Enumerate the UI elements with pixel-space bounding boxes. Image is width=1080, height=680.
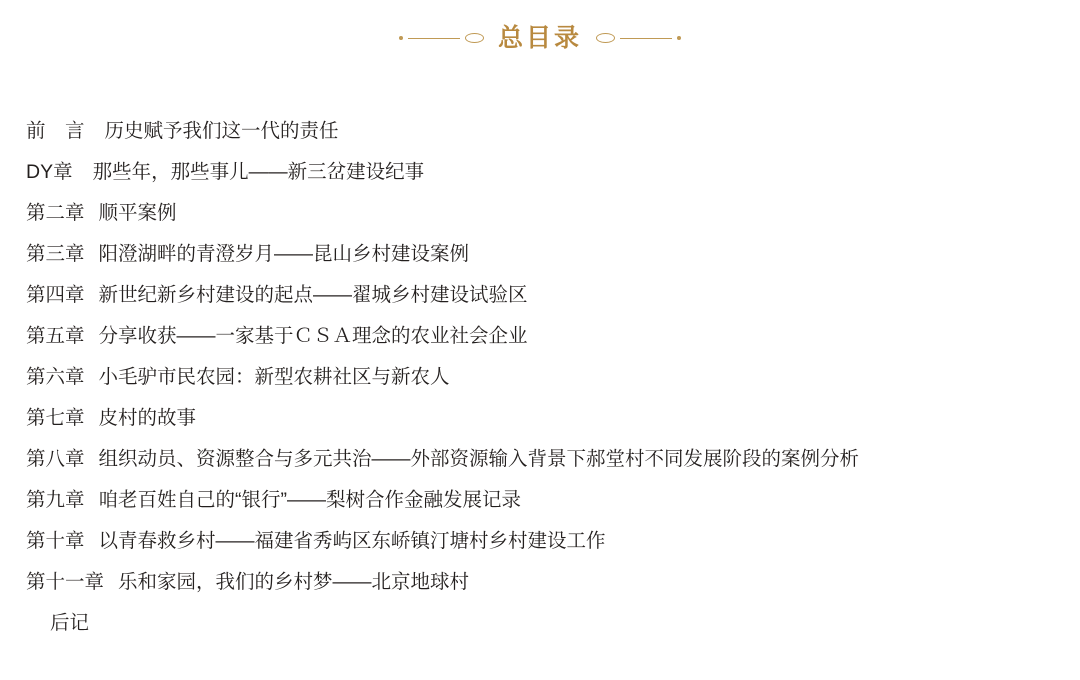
toc-entry-label: 第八章 <box>26 448 85 470</box>
toc-entry-label: 第五章 <box>26 325 85 347</box>
toc-entry[interactable] <box>26 204 1060 245</box>
toc-entry[interactable] <box>26 163 1060 204</box>
ornament-left-icon <box>399 33 484 43</box>
page-title: 总目录 <box>497 23 582 52</box>
toc-entry-title: 皮村的故事 <box>98 407 197 429</box>
toc-entry-label: 第九章 <box>26 489 85 511</box>
toc-entry[interactable] <box>26 614 1060 655</box>
toc-entry[interactable] <box>26 286 1060 327</box>
toc-entry-title: 组织动员、资源整合与多元共治——外部资源输入背景下郝堂村不同发展阶段的案例分析 <box>98 448 860 470</box>
toc-entry-label: 第十一章 <box>26 571 105 593</box>
toc-entry-title: 乐和家园，我们的乡村梦——北京地球村 <box>118 571 470 593</box>
toc-entry-title: 历史赋予我们这一代的责任 <box>104 120 339 142</box>
toc-entry[interactable] <box>26 245 1060 286</box>
toc-entry[interactable] <box>26 122 1060 163</box>
toc-entry[interactable] <box>26 327 1060 368</box>
toc-entry-title: 小毛驴市民农园：新型农耕社区与新农人 <box>98 366 450 388</box>
toc-entry-label: 第十章 <box>26 530 85 552</box>
toc-entry[interactable] <box>26 409 1060 450</box>
toc-entry-title: 分享收获——一家基于ＣＳＡ理念的农业社会企业 <box>98 325 528 347</box>
toc-entry-title: 后记 <box>50 612 90 634</box>
toc-entry[interactable] <box>26 491 1060 532</box>
toc-entry-title: 新世纪新乡村建设的起点——翟城乡村建设试验区 <box>98 284 528 306</box>
toc-entry-label: 前 言 <box>26 120 85 142</box>
toc-entry[interactable] <box>26 450 1060 491</box>
toc-entry-label: DY章 <box>26 161 73 183</box>
toc-entry-title: 咱老百姓自己的“银行”——梨树合作金融发展记录 <box>98 489 522 511</box>
toc-entry-label: 第四章 <box>26 284 85 306</box>
toc-entry[interactable] <box>26 532 1060 573</box>
toc-entry-title: 阳澄湖畔的青澄岁月——昆山乡村建设案例 <box>98 243 470 265</box>
toc-entry-title: 那些年，那些事儿——新三岔建设纪事 <box>92 161 425 183</box>
toc-entry-label: 第六章 <box>26 366 85 388</box>
ornament-right-icon <box>596 33 681 43</box>
toc-entry-title: 顺平案例 <box>98 202 177 224</box>
page-title-block <box>0 0 1080 60</box>
toc-entry-label: 第二章 <box>26 202 85 224</box>
toc-entry[interactable] <box>26 573 1060 614</box>
toc-entry-label: 第三章 <box>26 243 85 265</box>
toc-entry-label: 第七章 <box>26 407 85 429</box>
table-of-contents <box>0 122 1080 655</box>
toc-entry[interactable] <box>26 368 1060 409</box>
toc-entry-title: 以青春救乡村——福建省秀屿区东峤镇汀塘村乡村建设工作 <box>98 530 606 552</box>
